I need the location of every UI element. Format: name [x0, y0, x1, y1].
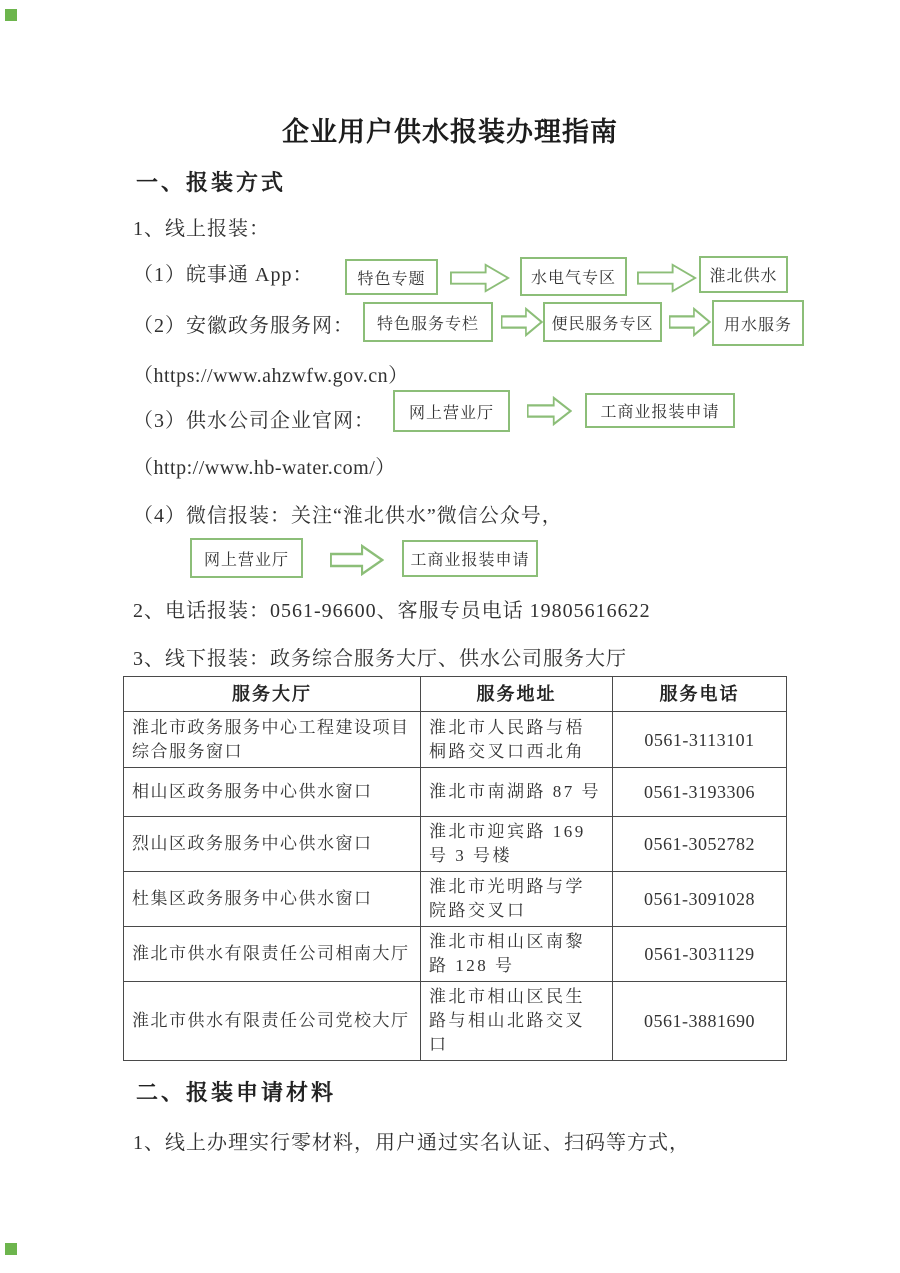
flow-step-box: 网上营业厅 — [190, 538, 303, 578]
table-cell: 0561-3881690 — [613, 982, 787, 1061]
section1-heading: 一、报装方式 — [136, 170, 287, 195]
materials-line: 1、线上办理实行零材料，用户通过实名认证、扫码等方式， — [133, 1132, 690, 1154]
flow-step-box: 淮北供水 — [699, 256, 788, 293]
phone-apply-label: 2、电话报装：0561-96600、客服专员电话 19805616622 — [133, 600, 651, 622]
wechat-label: （4）微信报装：关注“淮北供水”微信公众号， — [133, 505, 563, 527]
flow-arrow-icon — [330, 544, 384, 576]
gov-site-label: （2）安徽政务服务网： — [133, 315, 354, 337]
flow-step-box: 工商业报装申请 — [585, 393, 735, 428]
table-cell: 淮北市供水有限责任公司党校大厅 — [124, 982, 421, 1061]
table-cell: 0561-3052782 — [613, 817, 787, 872]
table-row — [124, 982, 787, 1061]
table-cell: 淮北市人民路与梧桐路交叉口西北角 — [421, 712, 613, 768]
table-cell: 杜集区政务服务中心供水窗口 — [124, 872, 421, 927]
table-cell: 0561-3031129 — [613, 927, 787, 982]
flow-step-box: 用水服务 — [712, 300, 804, 346]
table-cell: 淮北市相山区民生路与相山北路交叉口 — [421, 982, 613, 1061]
table-row — [124, 817, 787, 872]
table-cell: 0561-3113101 — [613, 712, 787, 768]
flow-arrow-icon — [527, 396, 572, 426]
table-cell: 0561-3193306 — [613, 768, 787, 817]
page-anchor-marker-bottom — [5, 1243, 17, 1255]
table-row — [124, 768, 787, 817]
table-header-cell: 服务大厅 — [124, 677, 421, 712]
flow-arrow-icon — [637, 263, 697, 293]
official-site-url: （http://www.hb-water.com/） — [133, 457, 396, 479]
gov-site-url: （https://www.ahzwfw.gov.cn） — [133, 365, 409, 387]
table-cell: 烈山区政务服务中心供水窗口 — [124, 817, 421, 872]
table-cell: 淮北市迎宾路 169 号 3 号楼 — [421, 817, 613, 872]
table-cell: 淮北市供水有限责任公司相南大厅 — [124, 927, 421, 982]
flow-arrow-icon — [501, 307, 543, 337]
page-title: 企业用户供水报装办理指南 — [282, 117, 618, 147]
flow-step-box: 特色专题 — [345, 259, 438, 295]
flow-arrow-icon — [669, 307, 711, 337]
flow-step-box: 工商业报装申请 — [402, 540, 538, 577]
table-cell: 相山区政务服务中心供水窗口 — [124, 768, 421, 817]
table-row — [124, 712, 787, 768]
flow-step-box: 水电气专区 — [520, 257, 627, 296]
table-header-row — [124, 677, 787, 712]
table-row — [124, 927, 787, 982]
table-cell: 淮北市南湖路 87 号 — [421, 768, 613, 817]
flow-step-box: 便民服务专区 — [543, 302, 662, 342]
official-site-label: （3）供水公司企业官网： — [133, 410, 375, 432]
flow-step-box: 特色服务专栏 — [363, 302, 493, 342]
table-cell: 淮北市光明路与学院路交叉口 — [421, 872, 613, 927]
table-cell: 淮北市相山区南黎路 128 号 — [421, 927, 613, 982]
flow-step-box: 网上营业厅 — [393, 390, 510, 432]
offline-apply-label: 3、线下报装：政务综合服务大厅、供水公司服务大厅 — [133, 648, 627, 670]
table-header-cell: 服务地址 — [421, 677, 613, 712]
section2-heading: 二、报装申请材料 — [136, 1080, 337, 1105]
table-header-cell: 服务电话 — [613, 677, 787, 712]
service-hall-table — [123, 676, 787, 1061]
table-cell: 淮北市政务服务中心工程建设项目综合服务窗口 — [124, 712, 421, 768]
table-cell: 0561-3091028 — [613, 872, 787, 927]
flow-arrow-icon — [450, 263, 510, 293]
page-anchor-marker-top — [5, 9, 17, 21]
table-row — [124, 872, 787, 927]
online-apply-label: 1、线上报装： — [133, 218, 270, 240]
app-channel-label: （1）皖事通 App： — [133, 264, 314, 286]
